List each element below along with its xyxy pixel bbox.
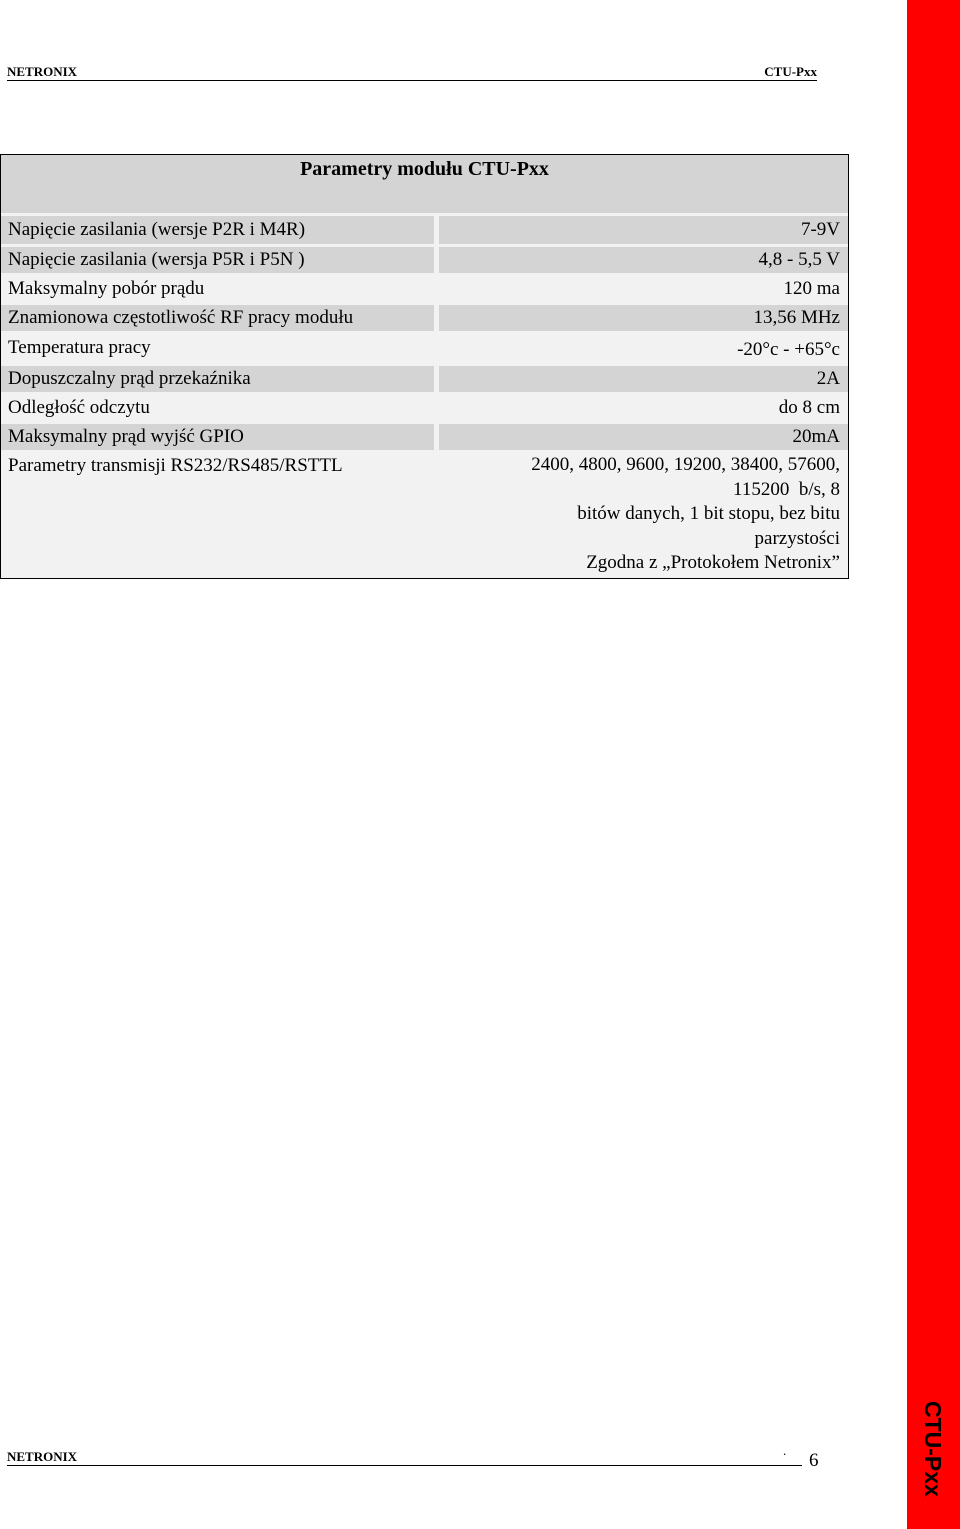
row-label: Parametry transmisji RS232/RS485/RSTTL bbox=[1, 453, 434, 578]
page-number: 6 bbox=[809, 1450, 819, 1471]
table-row bbox=[1, 395, 848, 421]
table-row bbox=[1, 276, 848, 302]
side-color-bar bbox=[907, 0, 960, 1529]
row-value: 13,56 MHz bbox=[439, 305, 848, 331]
table-title: Parametry modułu CTU-Pxx bbox=[300, 158, 549, 180]
row-value: do 8 cm bbox=[439, 395, 848, 421]
table-row bbox=[1, 247, 848, 273]
row-value: 4,8 - 5,5 V bbox=[439, 247, 848, 273]
row-label: Dopuszczalny prąd przekaźnika bbox=[1, 366, 434, 392]
row-label: Temperatura pracy bbox=[1, 334, 434, 363]
row-label: Maksymalny prąd wyjść GPIO bbox=[1, 424, 434, 450]
table-row bbox=[1, 334, 848, 363]
side-product-label: CTU-Pxx bbox=[920, 1401, 946, 1497]
header-company: NETRONIX bbox=[7, 64, 78, 79]
row-label: Napięcie zasilania (wersja P5R i P5N ) bbox=[1, 247, 434, 273]
table-row bbox=[1, 366, 848, 392]
parameters-table bbox=[0, 154, 849, 579]
row-value: 7-9V bbox=[439, 216, 848, 244]
table-row bbox=[1, 453, 848, 578]
row-label: Znamionowa częstotliwość RF pracy modułu bbox=[1, 305, 434, 331]
footer-company: NETRONIX bbox=[7, 1449, 78, 1464]
row-value: 2A bbox=[439, 366, 848, 392]
value-line: 115200 b/s, 8 bbox=[733, 478, 840, 500]
row-label: Odległość odczytu bbox=[1, 395, 434, 421]
value-line: bitów danych, 1 bit stopu, bez bitu bbox=[577, 503, 840, 524]
footer-dot: . bbox=[783, 1443, 787, 1458]
row-value: 20mA bbox=[439, 424, 848, 450]
row-label: Maksymalny pobór prądu bbox=[1, 276, 434, 302]
table-title-cell bbox=[1, 155, 848, 213]
page-footer bbox=[7, 1443, 802, 1466]
table-row bbox=[1, 305, 848, 331]
header-product: CTU-Pxx bbox=[764, 64, 817, 79]
value-line: 2400, 4800, 9600, 19200, 38400, 57600, bbox=[531, 454, 840, 475]
value-line: Zgodna z „Protokołem Netronix” bbox=[586, 552, 840, 573]
page-header bbox=[7, 64, 817, 81]
row-label: Napięcie zasilania (wersje P2R i M4R) bbox=[1, 216, 434, 244]
row-value: -20°c - +65°c bbox=[439, 334, 848, 363]
table-row bbox=[1, 424, 848, 450]
value-line: parzystości bbox=[754, 527, 840, 549]
row-value bbox=[439, 453, 848, 578]
row-value: 120 ma bbox=[439, 276, 848, 302]
table-row bbox=[1, 216, 848, 244]
